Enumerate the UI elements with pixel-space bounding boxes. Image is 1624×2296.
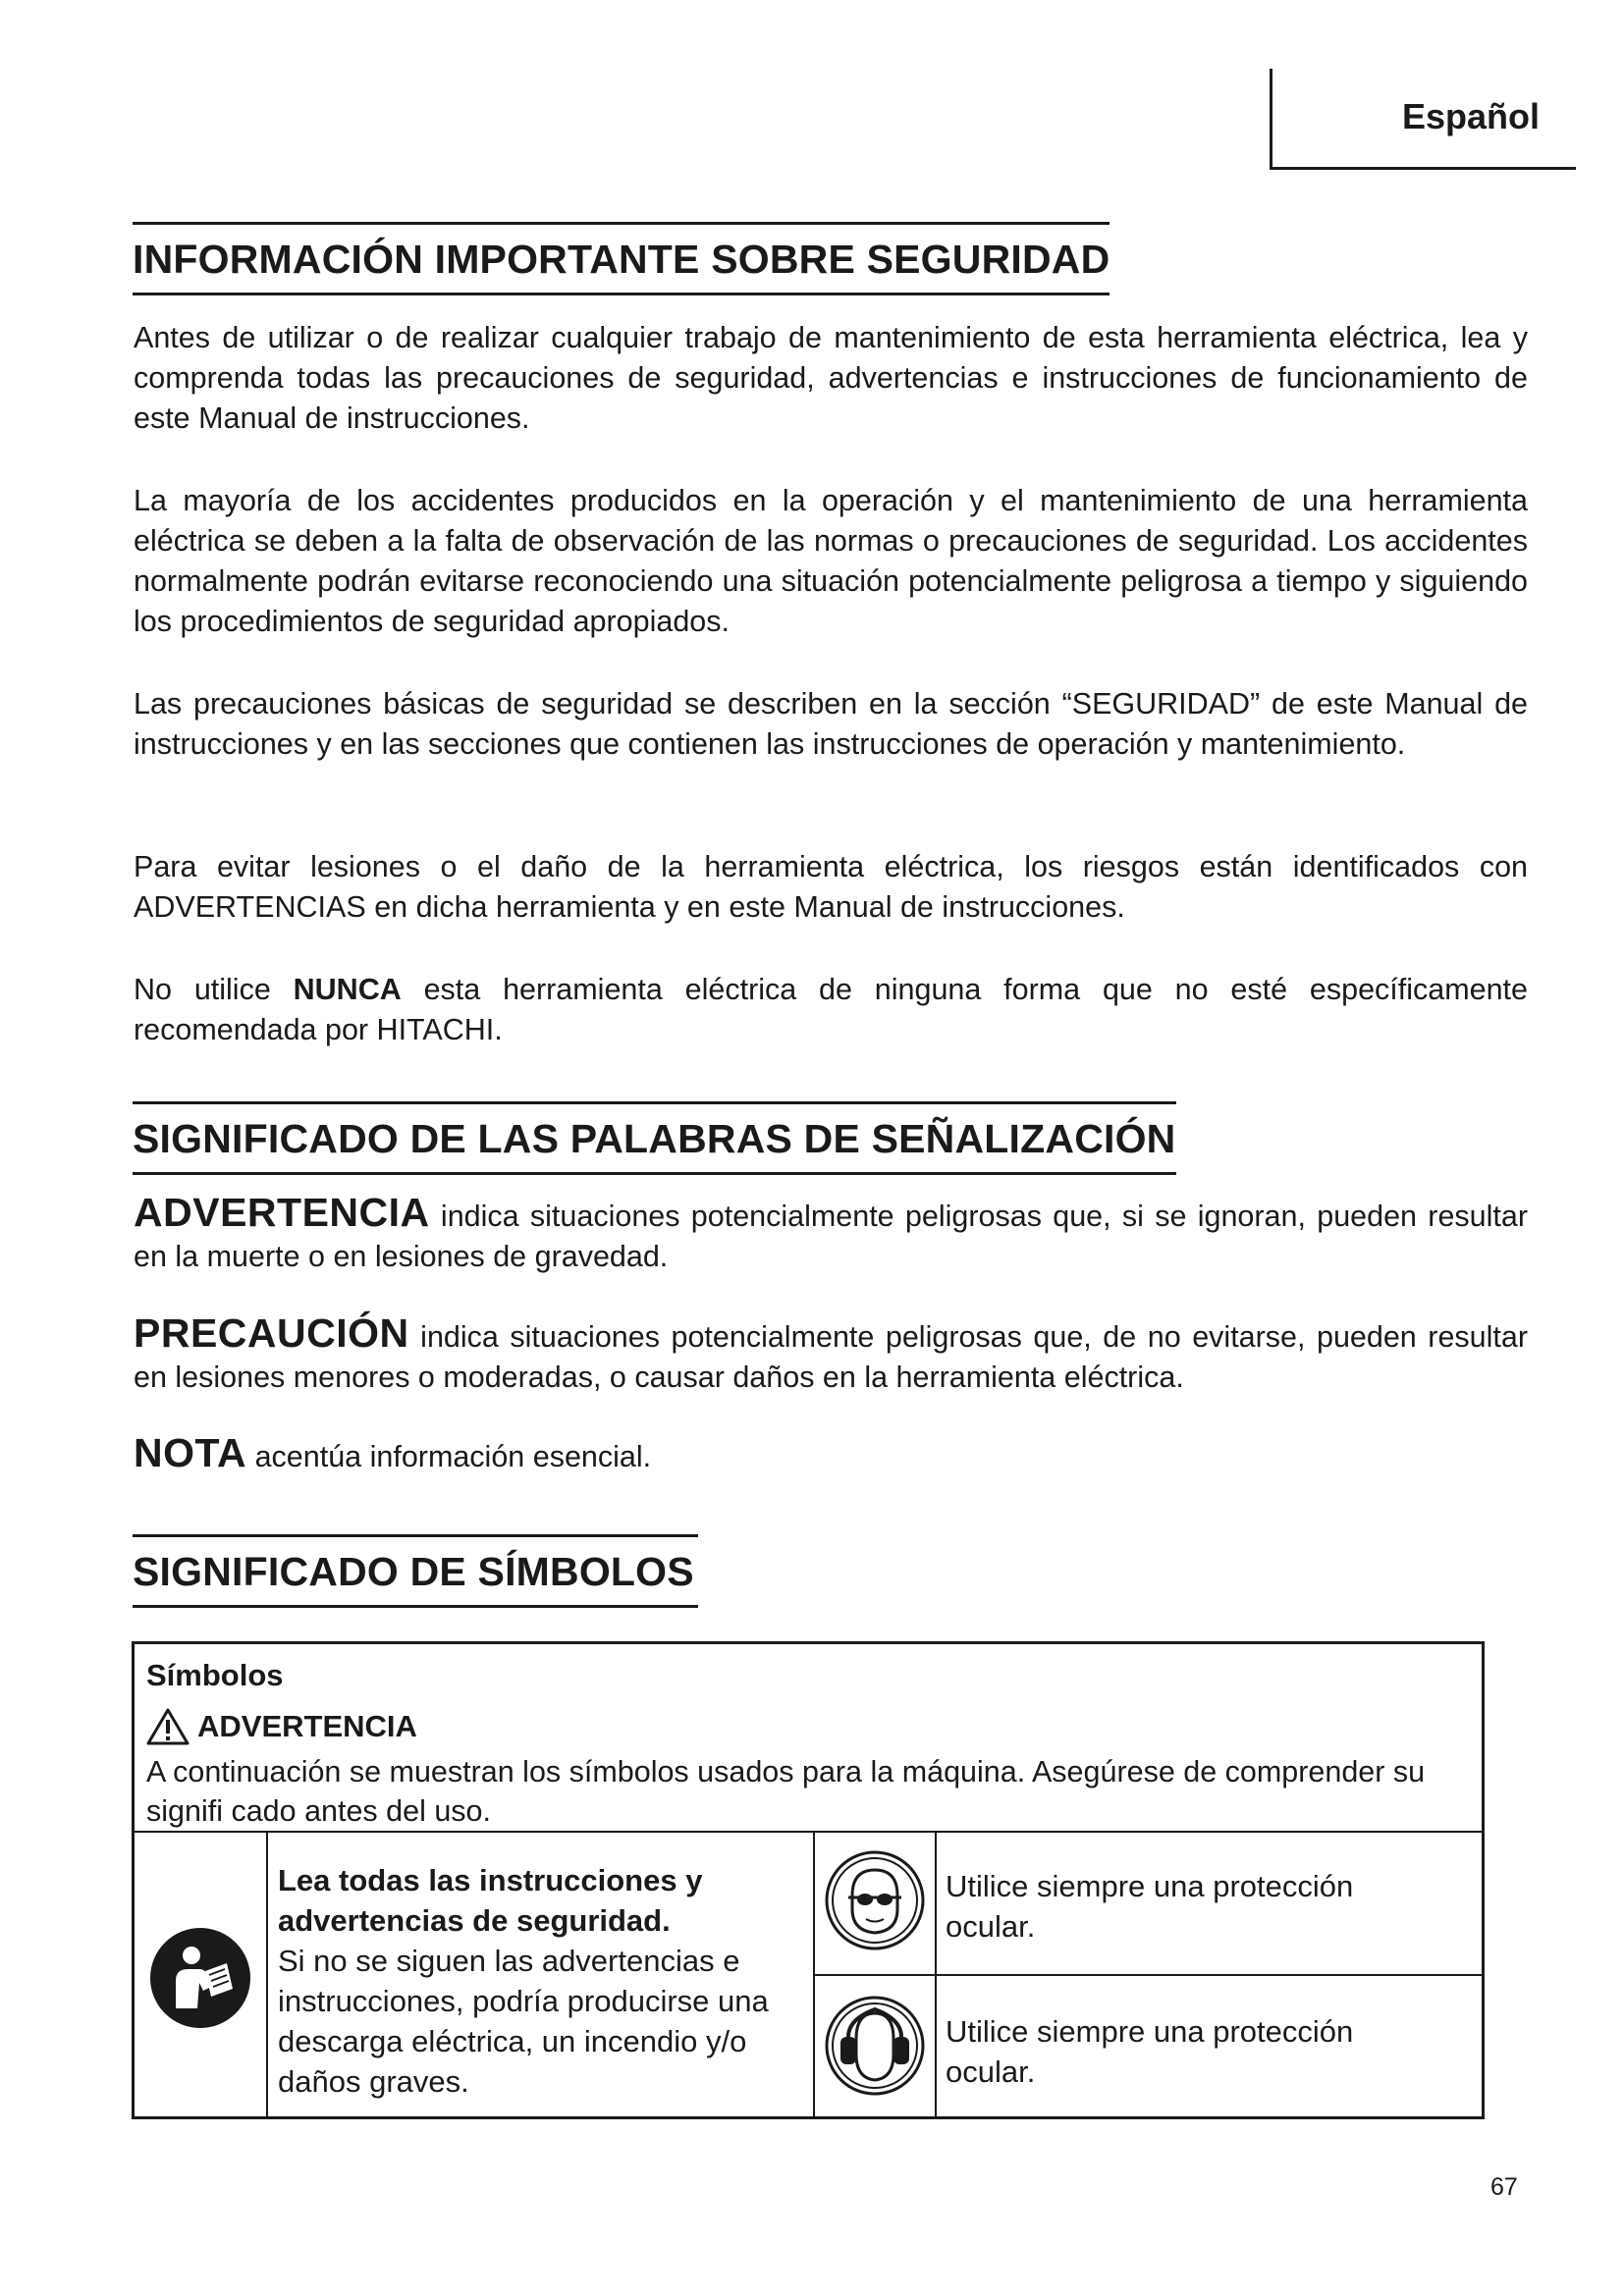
- paragraph-never-use: [134, 970, 1528, 1050]
- read-manual-bold: Lea todas las instrucciones y advertencias de seguridad.: [278, 1863, 703, 1938]
- signal-caution-text: indica situaciones potencialmente peligrosas que, de no evitarse, pueden resultar en lesiones menores o moderadas, o causar daños en la herramienta eléctrica.: [134, 1320, 1528, 1394]
- symbols-warning-row: [146, 1707, 417, 1746]
- read-manual-icon: [148, 1926, 252, 2030]
- signal-warning: [134, 1190, 1528, 1277]
- grid-column-line: [266, 1831, 268, 2116]
- signal-word-caution: PRECAUCIÓN: [134, 1310, 409, 1356]
- signal-caution: [134, 1310, 1528, 1398]
- ear-protection-description: Utilice siempre una protección ocular.: [946, 2014, 1354, 2089]
- signal-word-warning: ADVERTENCIA: [134, 1190, 430, 1235]
- paragraph-before-use: Antes de utilizar o de realizar cualquier trabajo de mantenimiento de esta herramienta eléctrica, lea y comprenda todas las precauciones de seguridad, advertencias e instrucciones de funcionamiento de este Manual de instrucciones.: [134, 321, 1528, 435]
- language-label: Español: [1401, 96, 1540, 136]
- signal-word-note: NOTA: [134, 1430, 247, 1475]
- signal-note: [134, 1430, 1528, 1477]
- read-manual-text: Si no se siguen las advertencias e instrucciones, podría producirse una descarga eléctrica, un incendio y/o daños graves.: [278, 1944, 769, 2099]
- never-word: NUNCA: [293, 973, 402, 1006]
- paragraph-basic-precautions: Las precauciones básicas de seguridad se describen en la sección “SEGURIDAD” de este Manual de instrucciones y en las secciones que contienen las instrucciones de operación y mantenimiento.: [134, 687, 1528, 761]
- symbols-grid-divider: [135, 1831, 1482, 1833]
- eye-protection-icon: [823, 1848, 927, 1952]
- paragraph-accidents: La mayoría de los accidentes producidos en la operación y el mantenimiento de una herramienta eléctrica se deben a la falta de observación de las normas o precauciones de seguridad. Los accidentes normalmente podrán evitarse reconociendo una situación potencialmente peligrosa a tiempo y siguiendo los procedimientos de seguridad apropiados.: [134, 484, 1528, 638]
- never-use-suffix: esta herramienta eléctrica de ninguna forma que no esté específicamente recomendada por HITACHI.: [134, 973, 1528, 1046]
- symbols-table: [132, 1641, 1485, 2119]
- read-manual-description: [278, 1860, 808, 2102]
- signal-note-text: acentúa información esencial.: [246, 1440, 652, 1473]
- symbols-heading: Símbolos: [146, 1658, 284, 1692]
- warning-triangle-icon: [146, 1707, 189, 1746]
- grid-row-line: [813, 1974, 1482, 1976]
- eye-protection-description: Utilice siempre una protección ocular.: [946, 1869, 1354, 1944]
- ear-protection-icon: [823, 1994, 927, 2098]
- section-title-safety-info: INFORMACIÓN IMPORTANTE SOBRE SEGURIDAD: [133, 222, 1110, 295]
- symbols-warning-label: ADVERTENCIA: [197, 1709, 417, 1743]
- signal-warning-text: indica situaciones potencialmente peligrosas que, si se ignoran, pueden resultar en la muerte o en lesiones de gravedad.: [134, 1200, 1528, 1273]
- page-number: 67: [1490, 2173, 1518, 2201]
- section-title-symbols: SIGNIFICADO DE SÍMBOLOS: [133, 1534, 698, 1608]
- section-title-signal-words: SIGNIFICADO DE LAS PALABRAS DE SEÑALIZACIÓN: [133, 1101, 1176, 1175]
- never-use-prefix: No utilice: [134, 973, 294, 1006]
- symbols-intro: A continuación se muestran los símbolos usados para la máquina. Asegúrese de comprender su signifi cado antes del uso.: [146, 1755, 1426, 1828]
- paragraph-warnings: Para evitar lesiones o el daño de la herramienta eléctrica, los riesgos están identificados con ADVERTENCIAS en dicha herramienta y en este Manual de instrucciones.: [134, 850, 1528, 924]
